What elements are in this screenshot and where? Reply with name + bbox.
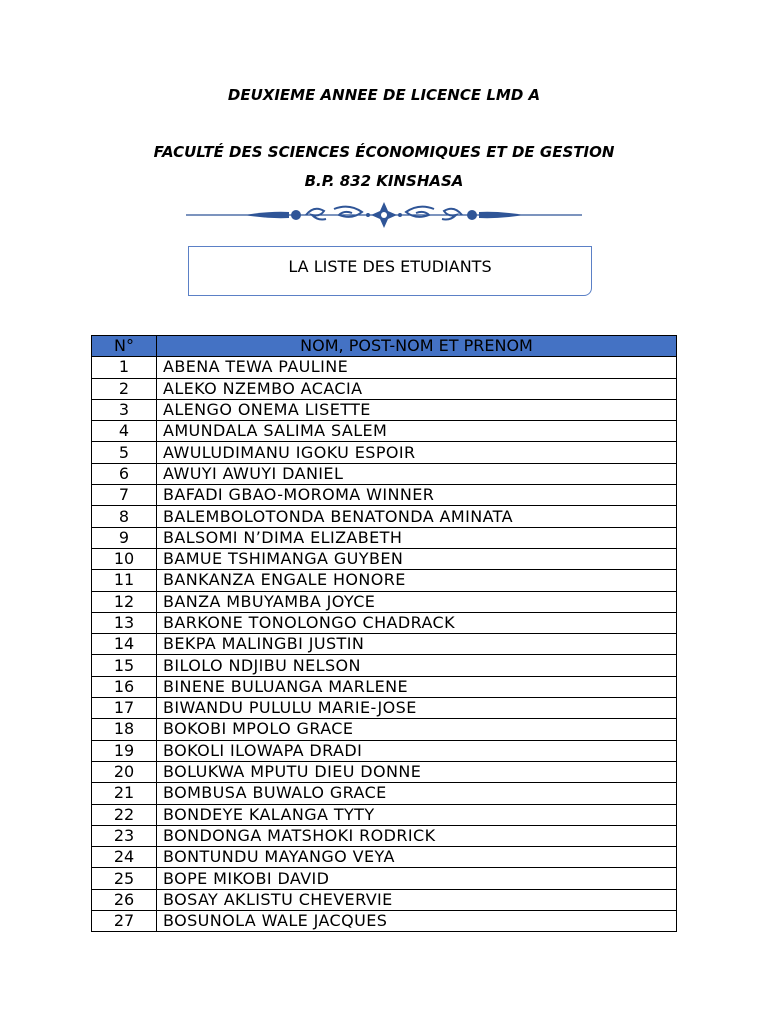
student-name: BOKOLI ILOWAPA DRADI — [157, 740, 677, 761]
student-name: BANZA MBUYAMBA JOYCE — [157, 591, 677, 612]
table-row — [92, 783, 677, 804]
student-table — [91, 335, 677, 932]
table-row — [92, 911, 677, 932]
row-number: 15 — [92, 655, 157, 676]
student-name: BOLUKWA MPUTU DIEU DONNE — [157, 761, 677, 782]
row-number: 27 — [92, 911, 157, 932]
row-number: 17 — [92, 698, 157, 719]
decorative-divider-icon — [184, 200, 584, 230]
address-heading: B.P. 832 KINSHASA — [304, 172, 464, 190]
row-number: 8 — [92, 506, 157, 527]
list-title-box — [188, 246, 592, 296]
student-name: BIWANDU PULULU MARIE-JOSE — [157, 698, 677, 719]
row-number: 1 — [92, 357, 157, 378]
row-number: 21 — [92, 783, 157, 804]
table-row — [92, 591, 677, 612]
student-name: BOSUNOLA WALE JACQUES — [157, 911, 677, 932]
student-name: BOPE MIKOBI DAVID — [157, 868, 677, 889]
student-name: BALSOMI N’DIMA ELIZABETH — [157, 527, 677, 548]
student-name: AWULUDIMANU IGOKU ESPOIR — [157, 442, 677, 463]
table-row — [92, 399, 677, 420]
student-name: ABENA TEWA PAULINE — [157, 357, 677, 378]
table-row — [92, 655, 677, 676]
table-row — [92, 634, 677, 655]
table-row — [92, 676, 677, 697]
row-number: 9 — [92, 527, 157, 548]
table-header-row — [92, 336, 677, 357]
student-name: BINENE BULUANGA MARLENE — [157, 676, 677, 697]
table-row — [92, 378, 677, 399]
row-number: 5 — [92, 442, 157, 463]
row-number: 7 — [92, 485, 157, 506]
student-name: AMUNDALA SALIMA SALEM — [157, 421, 677, 442]
row-number: 6 — [92, 463, 157, 484]
table-row — [92, 548, 677, 569]
row-number: 2 — [92, 378, 157, 399]
table-row — [92, 442, 677, 463]
student-name: BOKOBI MPOLO GRACE — [157, 719, 677, 740]
table-row — [92, 357, 677, 378]
row-number: 3 — [92, 399, 157, 420]
year-heading: DEUXIEME ANNEE DE LICENCE LMD A — [227, 86, 541, 104]
table-row — [92, 719, 677, 740]
student-name: BANKANZA ENGALE HONORE — [157, 570, 677, 591]
row-number: 22 — [92, 804, 157, 825]
row-number: 24 — [92, 847, 157, 868]
student-name: BONTUNDU MAYANGO VEYA — [157, 847, 677, 868]
row-number: 12 — [92, 591, 157, 612]
table-row — [92, 527, 677, 548]
student-name: BOSAY AKLISTU CHEVERVIE — [157, 889, 677, 910]
student-name: ALEKO NZEMBO ACACIA — [157, 378, 677, 399]
row-number: 16 — [92, 676, 157, 697]
row-number: 13 — [92, 612, 157, 633]
row-number: 23 — [92, 825, 157, 846]
table-row — [92, 889, 677, 910]
student-name: BOMBUSA BUWALO GRACE — [157, 783, 677, 804]
table-row — [92, 421, 677, 442]
student-name: BONDONGA MATSHOKI RODRICK — [157, 825, 677, 846]
table-row — [92, 570, 677, 591]
student-name: BALEMBOLOTONDA BENATONDA AMINATA — [157, 506, 677, 527]
row-number: 19 — [92, 740, 157, 761]
student-name: BAFADI GBAO-MOROMA WINNER — [157, 485, 677, 506]
row-number: 4 — [92, 421, 157, 442]
row-number: 25 — [92, 868, 157, 889]
table-row — [92, 740, 677, 761]
table-row — [92, 804, 677, 825]
column-header-name: NOM, POST-NOM ET PRENOM — [157, 336, 677, 357]
row-number: 18 — [92, 719, 157, 740]
table-row — [92, 825, 677, 846]
student-name: ALENGO ONEMA LISETTE — [157, 399, 677, 420]
table-row — [92, 463, 677, 484]
student-name: AWUYI AWUYI DANIEL — [157, 463, 677, 484]
student-name: BONDEYE KALANGA TYTY — [157, 804, 677, 825]
row-number: 26 — [92, 889, 157, 910]
row-number: 11 — [92, 570, 157, 591]
student-name: BARKONE TONOLONGO CHADRACK — [157, 612, 677, 633]
student-name: BILOLO NDJIBU NELSON — [157, 655, 677, 676]
table-row — [92, 506, 677, 527]
table-row — [92, 485, 677, 506]
student-name: BEKPA MALINGBI JUSTIN — [157, 634, 677, 655]
list-title: LA LISTE DES ETUDIANTS — [288, 257, 492, 276]
row-number: 20 — [92, 761, 157, 782]
column-header-number: N° — [92, 336, 157, 357]
table-row — [92, 698, 677, 719]
table-row — [92, 847, 677, 868]
faculty-heading: FACULTÉ DES SCIENCES ÉCONOMIQUES ET DE GESTION — [153, 143, 615, 161]
table-row — [92, 761, 677, 782]
student-name: BAMUE TSHIMANGA GUYBEN — [157, 548, 677, 569]
row-number: 14 — [92, 634, 157, 655]
table-row — [92, 612, 677, 633]
table-row — [92, 868, 677, 889]
row-number: 10 — [92, 548, 157, 569]
